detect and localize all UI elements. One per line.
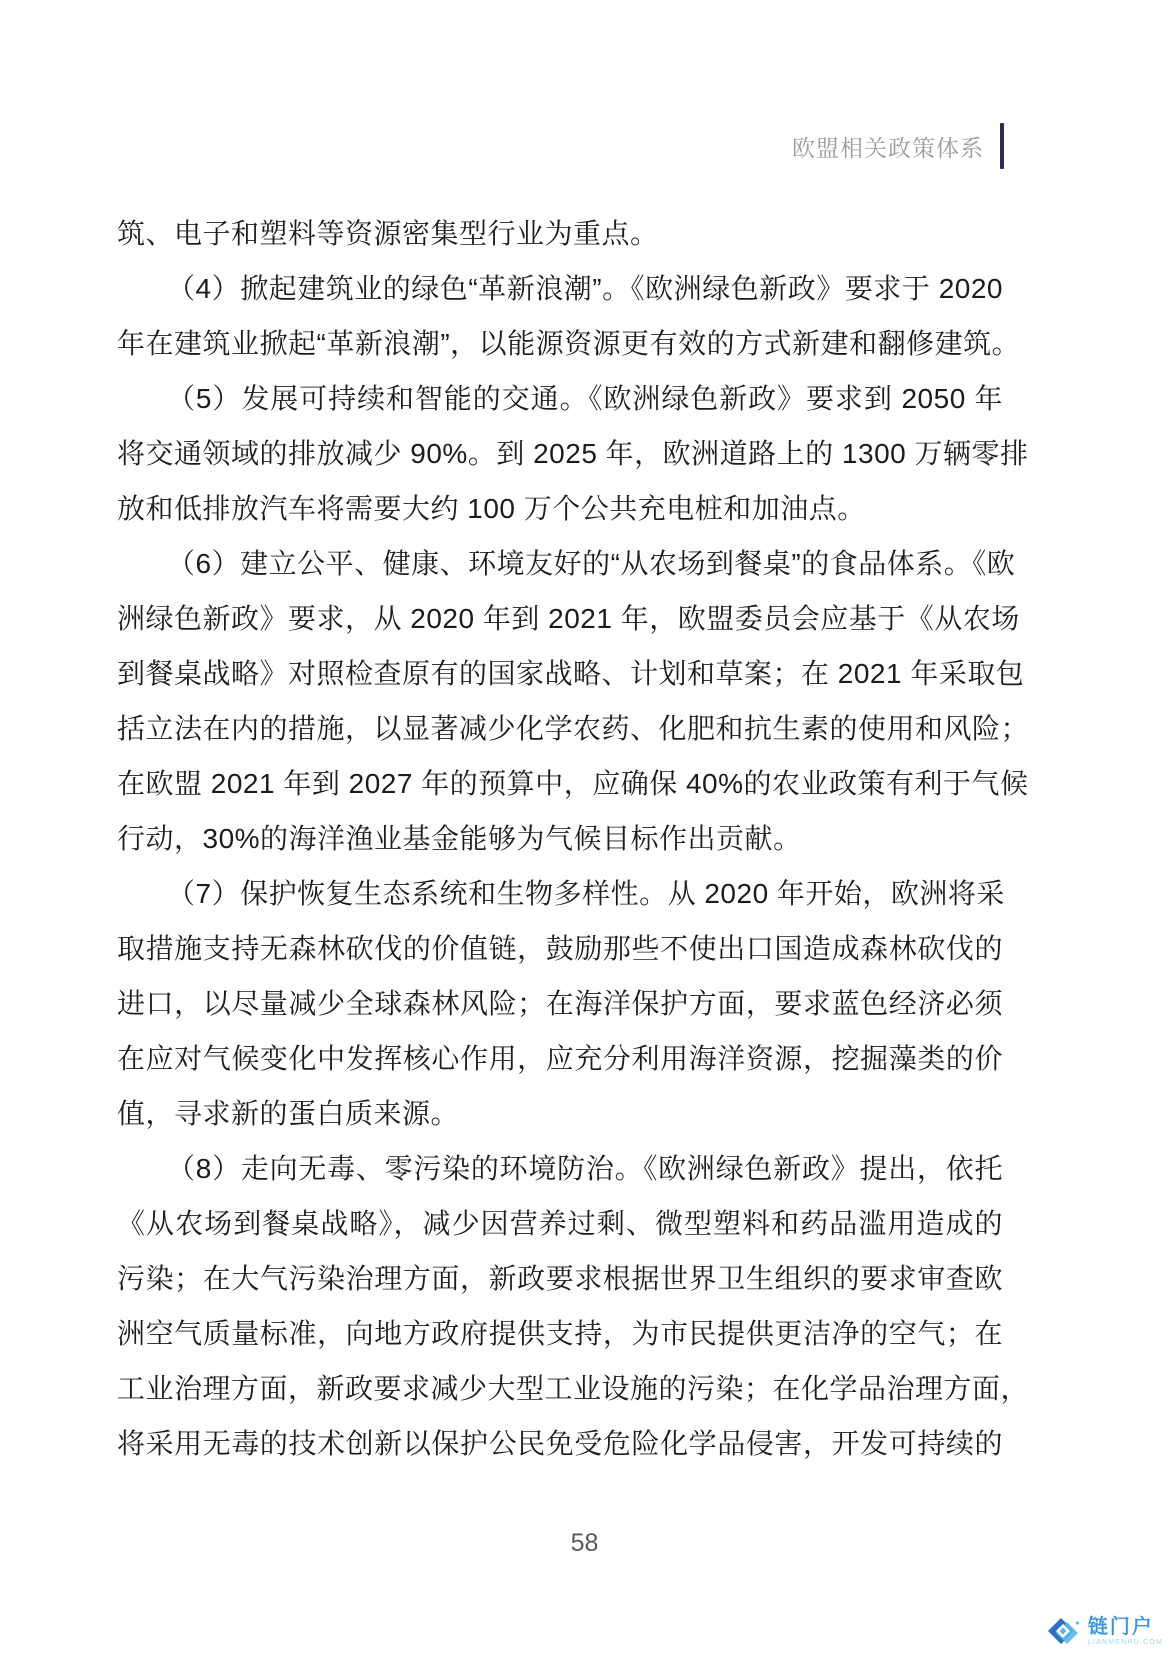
running-head-title: 欧盟相关政策体系 [792,134,984,161]
watermark-brand: 链门户 [1087,1615,1154,1638]
body-line: 《从农场到餐桌战略》，减少因营养过剩、微型塑料和药品滥用造成的 [117,1208,1003,1239]
lianmenhu-logo-icon [1046,1613,1082,1649]
body-line: 在欧盟 2021 年到 2027 年的预算中，应确保 40%的农业政策有利于气候 [117,768,1029,799]
body-line: 取措施支持无森林砍伐的价值链，鼓励那些不使出口国造成森林砍伐的 [117,933,1003,964]
body-line: 值，寻求新的蛋白质来源。 [117,1098,460,1129]
watermark-domain: LIANMENHU.COM [1087,1638,1163,1646]
body-line: （5）发展可持续和智能的交通。《欧洲绿色新政》要求到 2050 年 [167,383,1003,414]
page-number: 58 [570,1529,599,1557]
header-accent-bar [1000,123,1004,169]
body-line: 行动，30%的海洋渔业基金能够为气候目标作出贡献。 [117,823,802,854]
body-line: 到餐桌战略》对照检查原有的国家战略、计划和草案；在 2021 年采取包 [117,658,1025,689]
body-line: 将采用无毒的技术创新以保护公民免受危险化学品侵害，开发可持续的 [117,1428,1003,1459]
watermark [1046,1613,1163,1649]
body-line: 放和低排放汽车将需要大约 100 万个公共充电桩和加油点。 [117,493,866,524]
body-line: 洲绿色新政》要求，从 2020 年到 2021 年，欧盟委员会应基于《从农场 [117,603,1020,634]
body-line: （6）建立公平、健康、环境友好的“从农场到餐桌”的食品体系。《欧 [167,548,1016,579]
body-line: （8）走向无毒、零污染的环境防治。《欧洲绿色新政》提出，依托 [167,1153,1003,1184]
body-line: 洲空气质量标准，向地方政府提供支持，为市民提供更洁净的空气；在 [117,1318,1003,1349]
body-line: 将交通领域的排放减少 90%。到 2025 年，欧洲道路上的 1300 万辆零排 [117,438,1029,469]
watermark-text [1088,1617,1163,1646]
body-line: 筑、电子和塑料等资源密集型行业为重点。 [117,218,659,249]
body-line: 进口，以尽量减少全球森林风险；在海洋保护方面，要求蓝色经济必须 [117,988,1003,1019]
body-line: 年在建筑业掀起“革新浪潮”，以能源资源更有效的方式新建和翻修建筑。 [117,328,1021,359]
body-line: （7）保护恢复生态系统和生物多样性。从 2020 年开始，欧洲将采 [167,878,1005,909]
document-body [117,206,1030,1471]
body-line: 污染；在大气污染治理方面，新政要求根据世界卫生组织的要求审查欧 [117,1263,1003,1294]
body-line: 括立法在内的措施，以显著减少化学农药、化肥和抗生素的使用和风险； [117,713,1030,744]
page-header [0,118,1004,174]
body-line: （4）掀起建筑业的绿色“革新浪潮”。《欧洲绿色新政》要求于 2020 [167,273,1003,304]
body-line: 在应对气候变化中发挥核心作用，应充分利用海洋资源，挖掘藻类的价 [117,1043,1003,1074]
body-line: 工业治理方面，新政要求减少大型工业设施的污染；在化学品治理方面， [117,1373,1030,1404]
